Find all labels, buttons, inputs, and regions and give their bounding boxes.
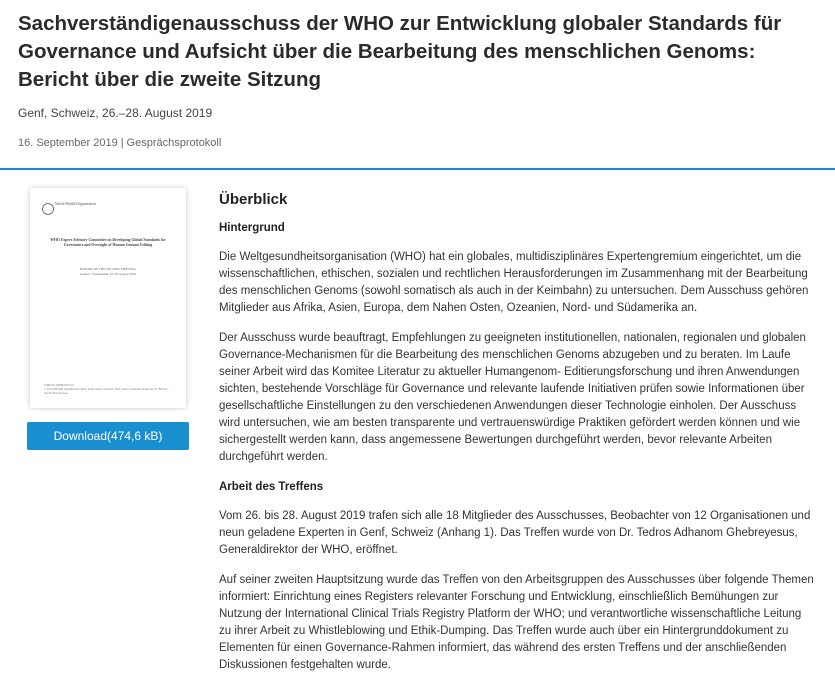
meeting-work-heading: Arbeit des Treffens [219,481,324,493]
thumbnail-doc-title: WHO Expert Advisory Committee on Developing Global Standards for Governance and Oversight of Human Genome Editing [50,238,166,247]
meta-separator: | [120,137,124,149]
thumbnail-doc-subtitle [44,267,172,277]
background-paragraph-1: Die Weltgesundheitsorganisation (WHO) hat ein globales, multidisziplinäres Expertengremium eingerichtet, um die wissenschaftlichen, ethischen, sozialen und rechtlichen Herausforderungen im Zusammenhang mit der Bearbeitung des menschlichen Genoms (sowohl somatisch als auch in der Keimbahn) zu untersuchen. Dem Ausschuss gehören Mitglieder aus Afrika, Asien, Europa, dem Nahen Osten, Ozeanien, Nord- und Südamerika an. [219,251,809,314]
download-button[interactable]: Download(474,6 kB) [27,422,189,450]
page-title: Sachverständigenausschuss der WHO zur Entwicklung globaler Standards für Governance und Aufsicht über die Bearbeitung des menschlichen Genoms: Bericht über die zweite Sitzung [18,12,782,91]
document-thumbnail[interactable] [30,188,186,408]
background-heading: Hintergrund [219,222,285,234]
who-logo-icon [42,203,54,215]
overview-content [219,190,815,687]
thumbnail-org-name: World Health Organization [55,202,97,206]
thumbnail-doc-code: WHO/SCI/RFH/2019.02 [44,383,74,387]
thumbnail-place-date: Geneva, Switzerland, 26–28 August 2019 [79,271,137,276]
meeting-work-paragraph-2: Auf seiner zweiten Hauptsitzung wurde das Treffen von den Arbeitsgruppen des Ausschusses über folgende Themen informiert: Einrichtung eines Registers relevanter Forschung und Entwicklung, einschließlich Bemühungen zur Nutzung der International Clinical Trials Registry Platform der WHO; und verantwortliche wissenschaftliche Leitung zu ihrer Arbeit zu Whistleblowing und Ethik-Dumping. Das Treffen wurde auch über ein Hintergrunddokument zu Elementen für einen Governance-Rahmen informiert, das während des ersten Treffens und der anschließenden Diskussionen festgehalten wurde. [219,574,814,671]
section-divider [0,168,835,170]
meeting-work-paragraph-1: Vom 26. bis 28. August 2019 trafen sich alle 18 Mitglieder des Ausschusses, Beobachter von 12 Organisationen und neun geladene Experten in Genf, Schweiz (Anhang 1). Das Treffen wurde von Dr. Tedros Adhanom Ghebreyesus, Generaldirektor der WHO, eröffnet. [219,510,811,556]
background-paragraph-2: Der Ausschuss wurde beauftragt, Empfehlungen zu geeigneten institutionellen, nationalen, regionalen und globalen Governance-Mechanismen für die Bearbeitung des menschlichen Genoms abzugeben und zu beraten. Im Laufe seiner Arbeit wird das Komitee Literatur zu aktueller Humangenom- Editierungsforschung und ihren Anwendungen sichten, bestehende Vorschläge für Governance und relevante laufende Initiativen prüfen sowie Informationen über gesellschaftliche Einstellungen zu den verschiedenen Anwendungen dieser Technologie einholen. Der Ausschuss wird untersuchen, wie am besten transparente und vertrauenswürdige Praktiken gefördert werden können und wie sichergestellt werden kann, dass angemessene Bewertungen durchgeführt werden, bevor relevante Arbeiten durchgeführt werden. [219,332,806,463]
thumbnail-footer [44,383,172,395]
document-type: Gesprächsprotokoll [126,137,222,149]
publication-date: 16. September 2019 [18,137,118,149]
meeting-location-date: Genf, Schweiz, 26.–28. August 2019 [18,106,213,120]
thumbnail-report-label: REPORT OF THE SECOND MEETING [80,267,136,271]
overview-heading: Überblick [219,191,288,208]
publication-meta [18,137,221,149]
thumbnail-rights: © World Health Organization 2019. Some rights reserved. This work is available under the CC BY-NC-SA 3.0 IGO licence. [44,387,169,395]
